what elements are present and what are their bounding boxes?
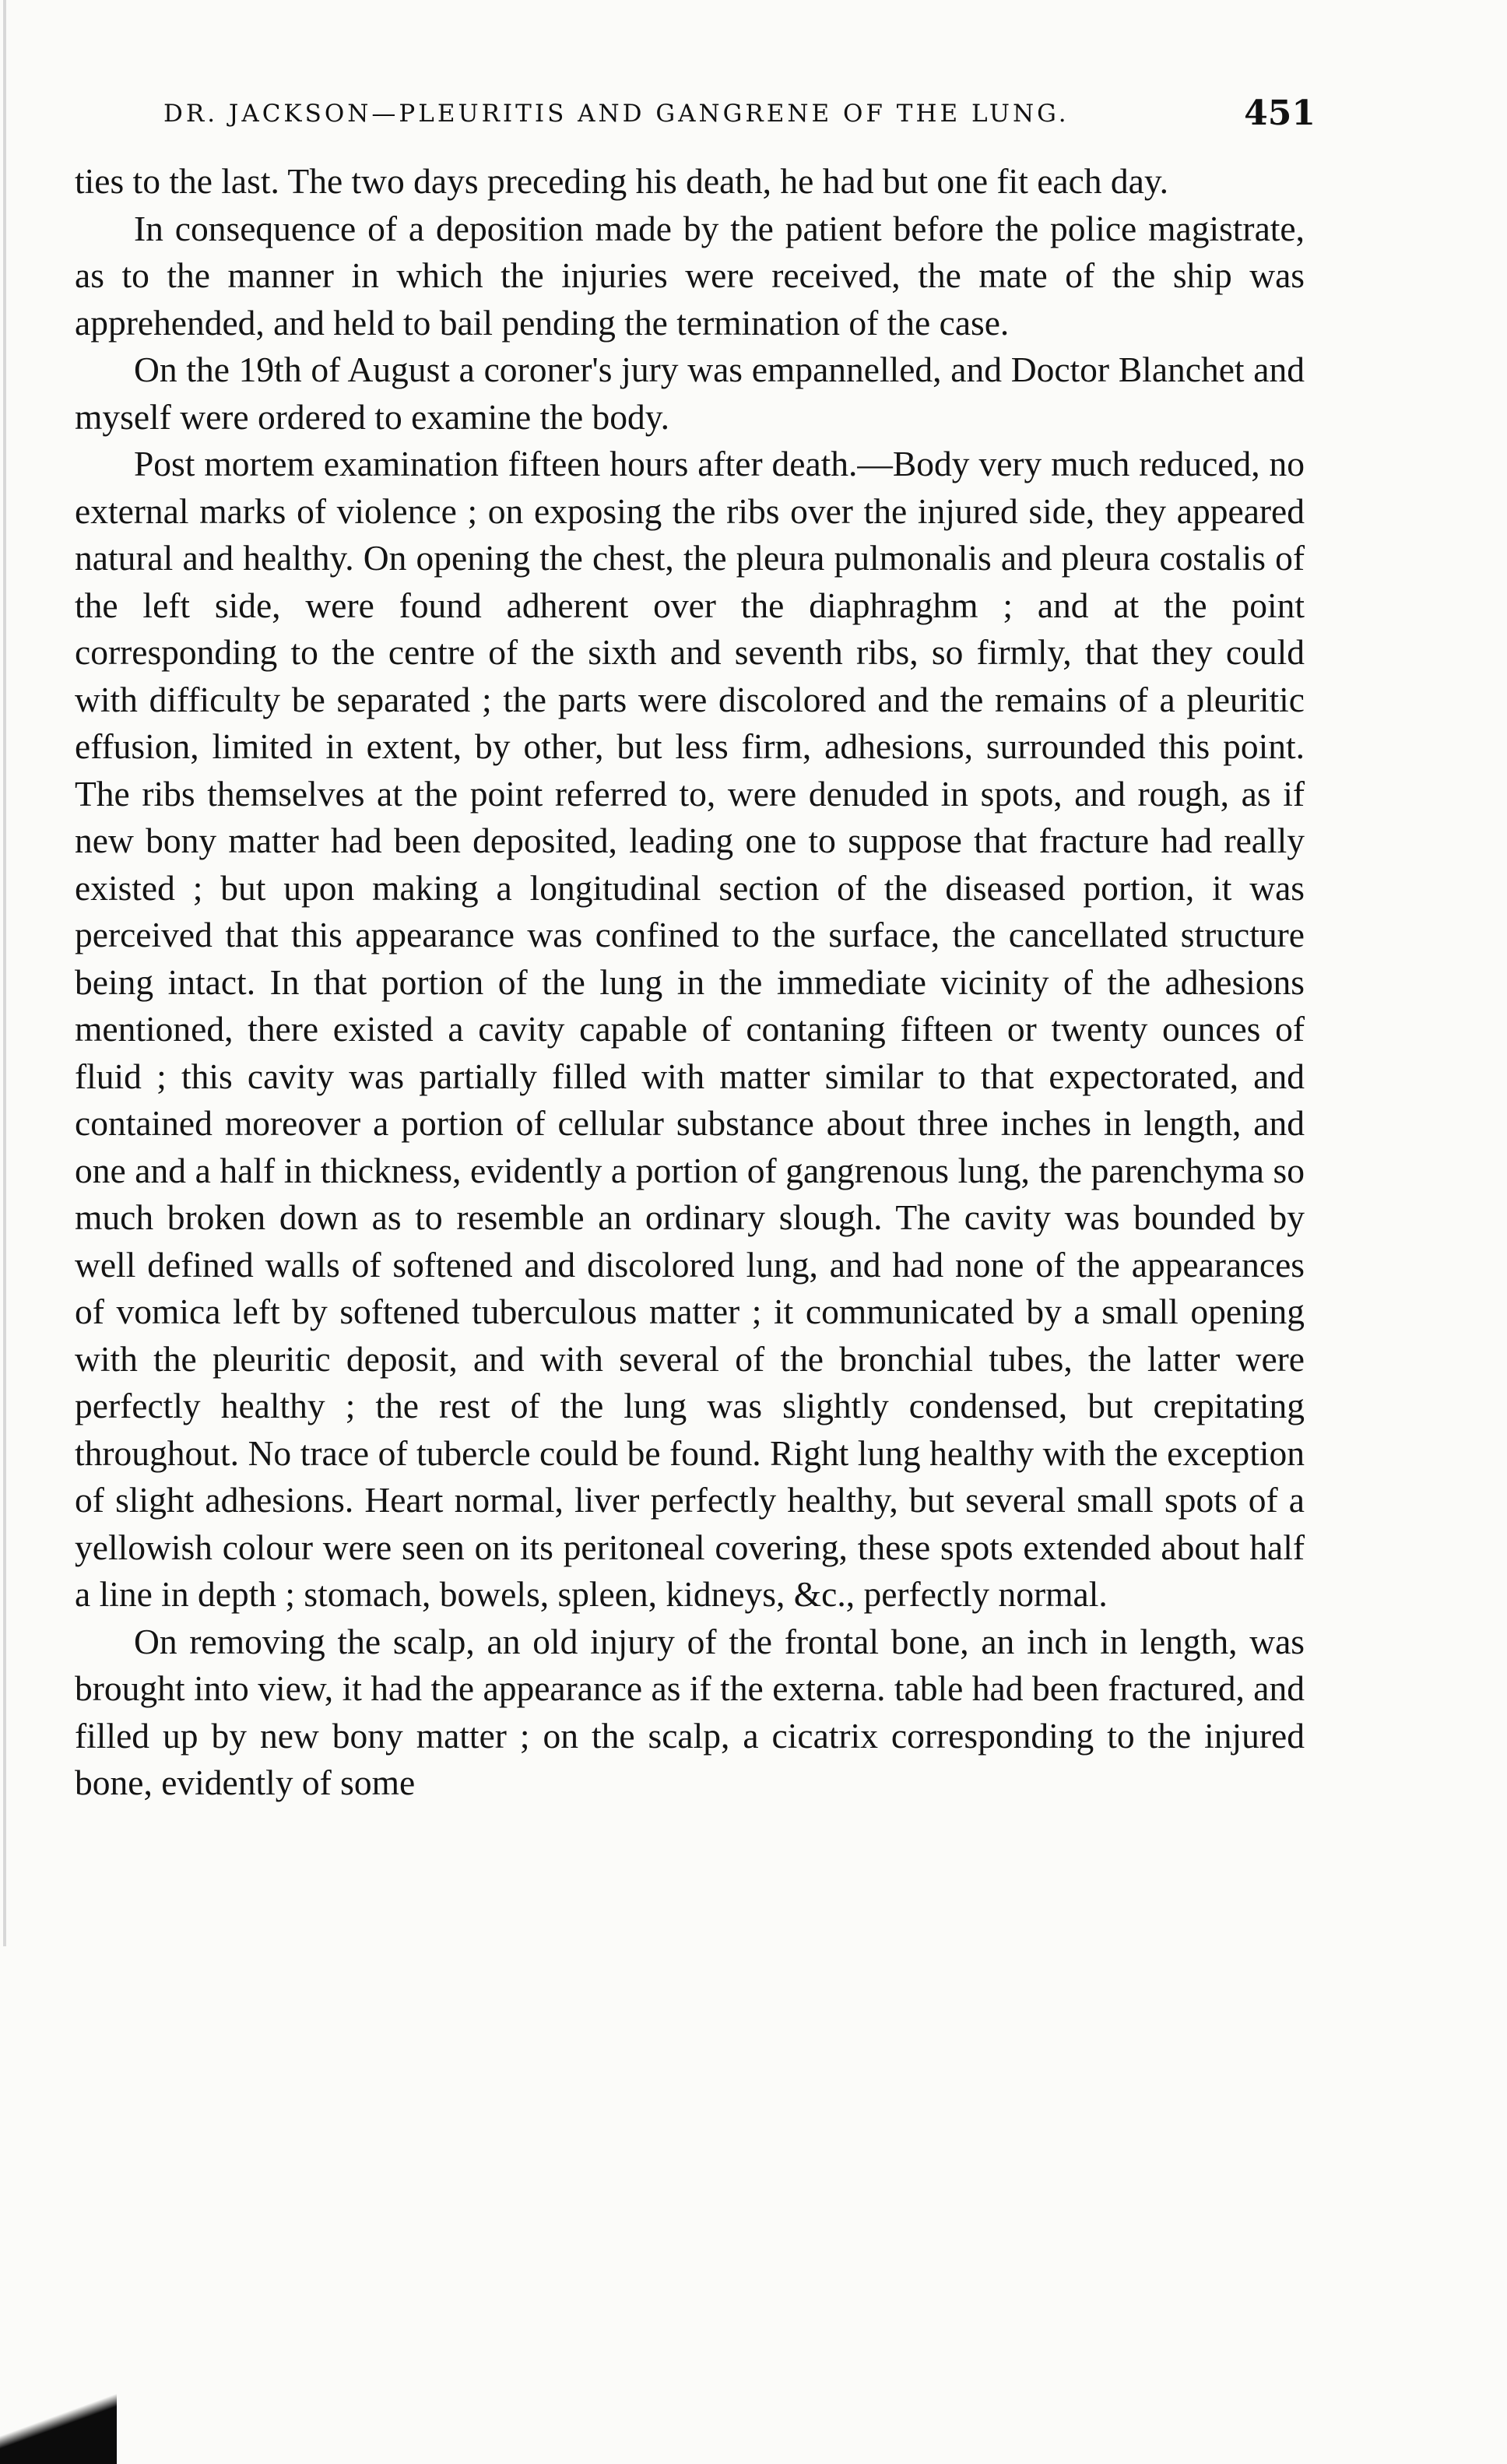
paragraph-coroner-jury: On the 19th of August a coroner's jury was empannelled, and Doctor Blanchet and myself were ordered to examine the body. xyxy=(75,350,1305,437)
page-header xyxy=(163,93,1316,140)
paragraph-continuation: ties to the last. The two days preceding his death, he had but one fit each day. xyxy=(75,161,1169,201)
paragraph-deposition: In consequence of a deposition made by the patient before the police magistrate, as to the manner in which the injuries were received, the mate of the ship was apprehended, and held to bail pending the termination of the case. xyxy=(75,208,1305,343)
running-title: DR. JACKSON—PLEURITIS AND GANGRENE OF THE LUNG. xyxy=(163,100,1070,128)
scan-corner-shadow xyxy=(0,2378,117,2464)
page-edge-rule xyxy=(3,0,6,1946)
paragraph-scalp: On removing the scalp, an old injury of the frontal bone, an inch in length, was brought into view, it had the appearance as if the externa. table had been fractured, and filled up by new bony matter ; on the scalp, a cicatrix corresponding to the injured bone, evidently of some xyxy=(75,1621,1305,1802)
body-text xyxy=(75,158,1305,1807)
paragraph-post-mortem: Post mortem examination fifteen hours after death.—Body very much reduced, no external marks of violence ; on exposing the ribs over the injured side, they appeared natural and healthy. On opening the chest, the pleura pulmonalis and pleura costalis of the left side, were found adherent over the diaphraghm ; and at the point corresponding to the centre of the sixth and seventh ribs, so firmly, that they could with difficulty be separated ; the parts were discolored and the remains of a pleuritic effusion, limited in extent, by other, but less firm, adhesions, surrounded this point. The ribs themselves at the point referred to, were denuded in spots, and rough, as if new bony matter had been deposited, leading one to suppose that fracture had really existed ; but upon making a longitudinal section of the diseased portion, it was perceived that this appearance was confined to the surface, the cancellated structure being intact. In that portion of the lung in the immediate vicinity of the adhesions mentioned, there existed a cavity capable of contaning fifteen or twenty ounces of fluid ; this cavity was partially filled with matter similar to that expectorated, and contained moreover a portion of cellular substance about three inches in length, and one and a half in thickness, evidently a portion of gangrenous lung, the parenchyma so much broken down as to resemble an ordinary slough. The cavity was bounded by well defined walls of softened and discolored lung, and had none of the appearances of vomica left by softened tuberculous matter ; it communicated by a small opening with the pleuritic deposit, and with several of the bronchial tubes, the latter were perfectly healthy ; the rest of the lung was slightly condensed, but crepitating throughout. No trace of tubercle could be found. Right lung healthy with the exception of slight adhesions. Heart normal, liver perfectly healthy, but several small spots of a yellowish colour were seen on its peritoneal covering, these spots extended about half a line in depth ; stomach, bowels, spleen, kidneys, &c., perfectly normal. xyxy=(75,444,1305,1614)
page-number: 451 xyxy=(1244,93,1316,133)
